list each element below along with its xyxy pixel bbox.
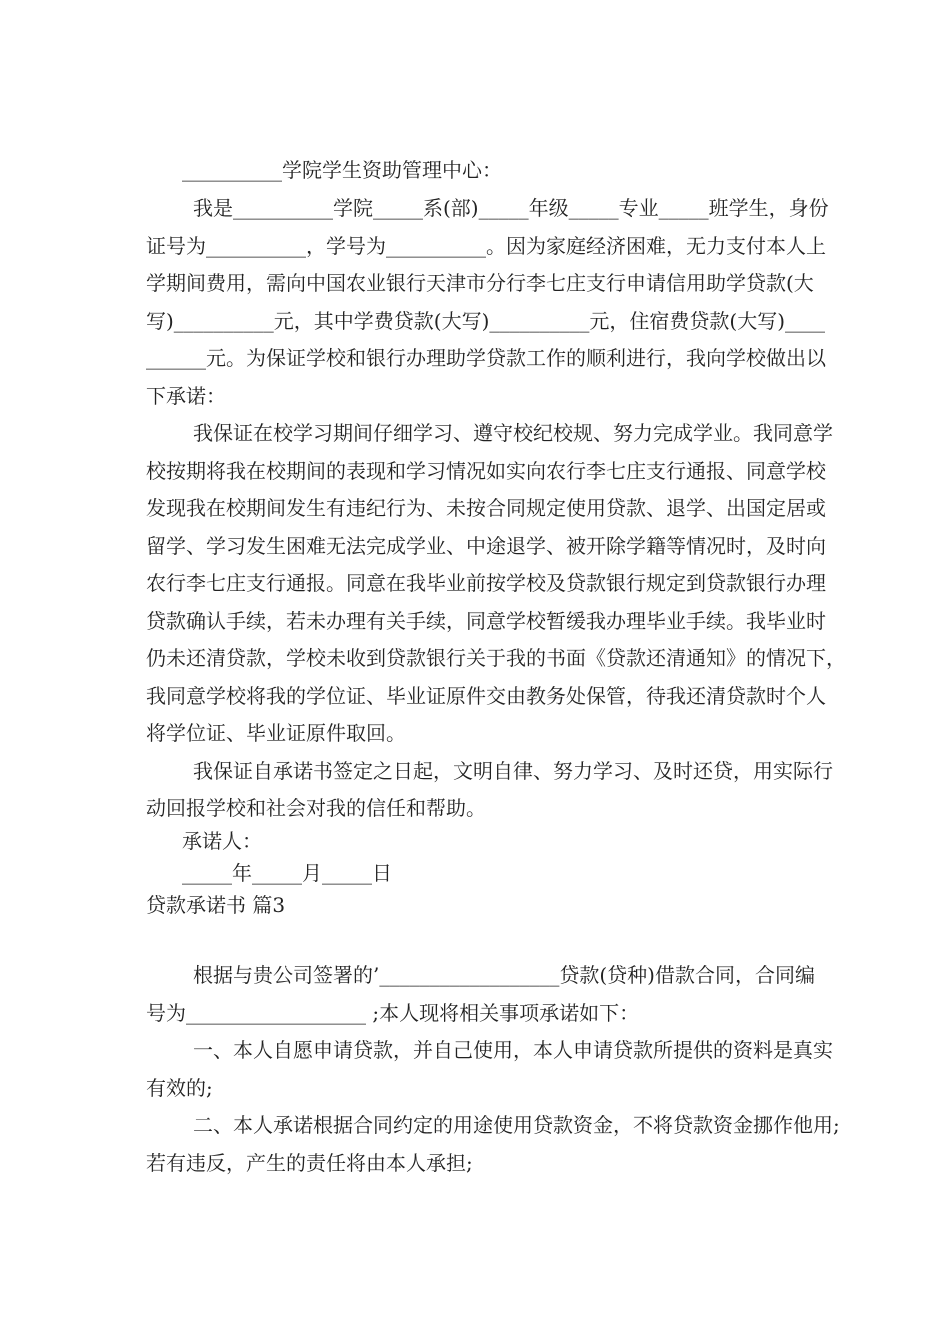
paragraph-line: 我是__________学院_____系(部)_____年级_____专业_____班学生，身份 xyxy=(193,196,829,220)
paragraph-line: 仍未还清贷款，学校未收到贷款银行关于我的书面《贷款还清通知》的情况下， xyxy=(146,646,846,670)
paragraph-line: 校按期将我在校期间的表现和学习情况如实向农行李七庄支行通报、同意学校 xyxy=(146,459,826,483)
paragraph-line: 动回报学校和社会对我的信任和帮助。 xyxy=(146,796,486,820)
paragraph-line: 写)__________元，其中学费贷款(大写)__________元，住宿费贷款(大写)____ xyxy=(146,309,826,333)
paragraph-line: 贷款确认手续，若未办理有关手续，同意学校暂缓我办理毕业手续。我毕业时 xyxy=(146,609,826,633)
paragraph-line: 留学、学习发生困难无法完成学业、中途退学、被开除学籍等情况时，及时向 xyxy=(146,534,826,558)
paragraph-line: 号为__________________ ;本人现将相关事项承诺如下： xyxy=(146,1001,640,1025)
paragraph-line: 二、本人承诺根据合同约定的用途使用贷款资金，不将贷款资金挪作他用; xyxy=(193,1113,840,1137)
paragraph-line: 我同意学校将我的学位证、毕业证原件交由教务处保管，待我还清贷款时个人 xyxy=(146,684,826,708)
paragraph-line: ______元。为保证学校和银行办理助学贷款工作的顺利进行，我向学校做出以 xyxy=(146,346,826,370)
paragraph-line: 将学位证、毕业证原件取回。 xyxy=(146,721,406,745)
section-heading: 贷款承诺书 篇3 xyxy=(146,893,286,917)
paragraph-line: 有效的; xyxy=(146,1076,213,1100)
date-line: _____年_____月_____日 xyxy=(182,861,392,885)
paragraph-line: 下承诺： xyxy=(146,384,226,408)
paragraph-line: 一、本人自愿申请贷款，并自己使用，本人申请贷款所提供的资料是真实 xyxy=(193,1038,833,1062)
paragraph-line: 发现我在校期间发生有违纪行为、未按合同规定使用贷款、退学、出国定居或 xyxy=(146,496,826,520)
paragraph-line: 根据与贵公司签署的’__________________贷款(贷种)借款合同，合同编 xyxy=(193,963,815,987)
signatory-label: 承诺人： xyxy=(182,829,262,853)
paragraph-line: 我保证自承诺书签定之日起，文明自律、努力学习、及时还贷，用实际行 xyxy=(193,759,833,783)
paragraph-line: 我保证在校学习期间仔细学习、遵守校纪校规、努力完成学业。我同意学 xyxy=(193,421,833,445)
salutation-line: __________学院学生资助管理中心： xyxy=(182,158,502,182)
paragraph-line: 农行李七庄支行通报。同意在我毕业前按学校及贷款银行规定到贷款银行办理 xyxy=(146,571,826,595)
paragraph-line: 若有违反，产生的责任将由本人承担; xyxy=(146,1151,473,1175)
paragraph-line: 证号为__________，学号为__________。因为家庭经济困难，无力支付本人上 xyxy=(146,234,826,258)
paragraph-line: 学期间费用，需向中国农业银行天津市分行李七庄支行申请信用助学贷款(大 xyxy=(146,271,814,295)
